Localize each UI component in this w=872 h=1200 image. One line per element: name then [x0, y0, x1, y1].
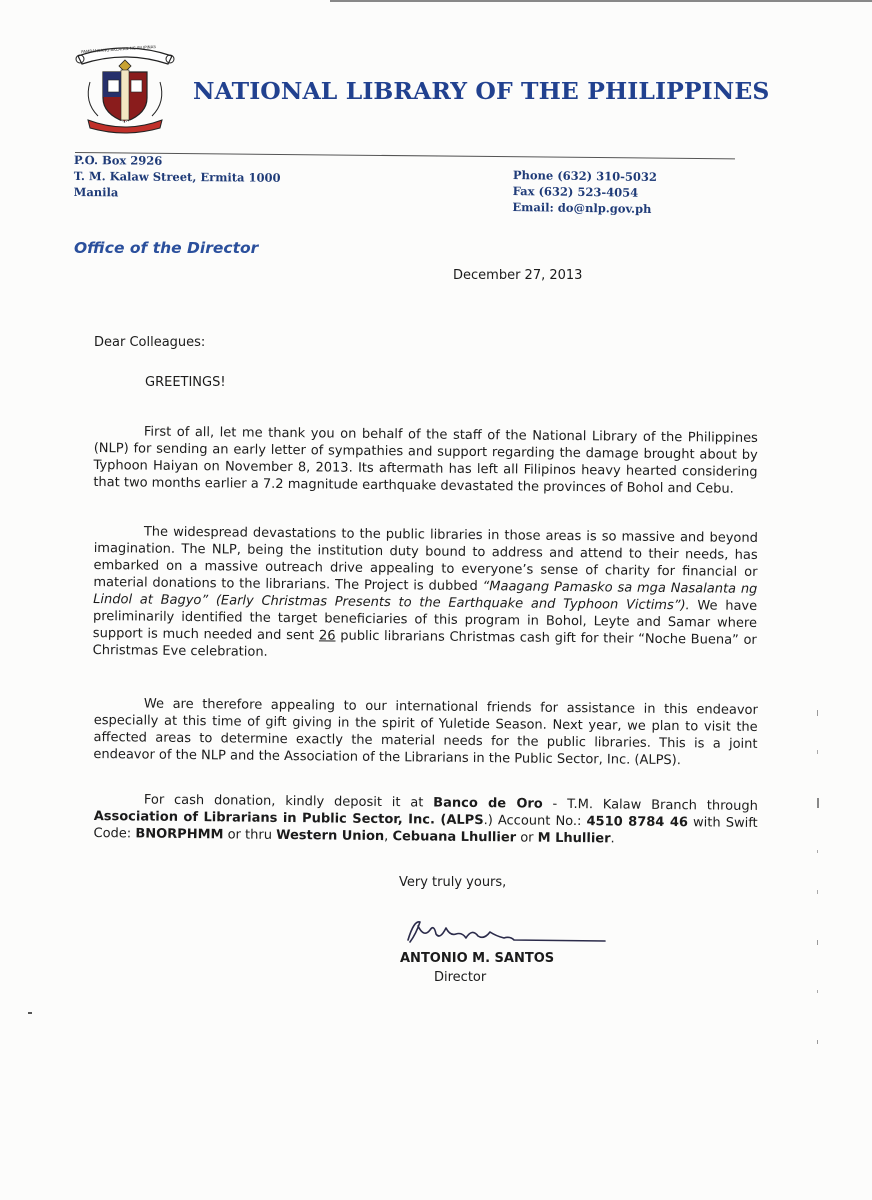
scan-top-edge	[330, 0, 872, 2]
project-name: “Maagang Pamasko sa mga Nasalanta ng Lindol at Bagyo” (Early Christmas Presents to the Earthquake and Typhoon Victims”).	[93, 579, 758, 614]
paragraph-appeal: We are therefore appealing to our international friends for assistance in this endeavor especially at this time of gift giving in the spirit of Yuletide Season. Next year, we plan to visit the affected areas to determine exactly the material needs for the public libraries. This is a joint endeavor of the NLP and the Association of the Librarians in the Public Sector, Inc. (ALPS).	[93, 696, 758, 769]
bank-name: Banco de Oro	[433, 795, 543, 812]
seal-text: PAMBANSANG AKLATAN NG PILIPINAS	[80, 43, 157, 55]
seal-banner: 1887	[116, 120, 133, 127]
paragraph-text: .) Account No.:	[483, 813, 587, 830]
paragraph-devastation	[93, 523, 758, 666]
paragraph-text: The widespread devastations to the public libraries in those areas is so massive and beyond imagination. The NLP, being the institution duty bound to address and attend to their needs, has embarked on a massive outreach drive appealing to everyone’s sense of charity for financial or material donations to the librarians. The Project is dubbed	[93, 524, 758, 595]
paragraph-text: or	[516, 830, 538, 846]
address-line: Manila	[73, 184, 119, 200]
signer-name: ANTONIO M. SANTOS	[400, 951, 555, 966]
paragraph-text: .	[610, 831, 615, 847]
office-title: Office of the Director	[74, 239, 259, 257]
paragraph-text: or thru	[223, 827, 277, 843]
library-name: NATIONAL LIBRARY OF THE PHILIPPINES	[193, 77, 770, 105]
scan-artifacts	[816, 690, 820, 1070]
contact-info	[512, 167, 657, 217]
account-name: Association of Librarians in Public Sector, Inc. (ALPS	[93, 808, 484, 829]
paragraph-text: We have preliminarily identified the target beneficiaries of this program in Bohol, Leyte and Samar where support is much needed and sent	[92, 598, 758, 644]
remittance-channel: Western Union	[276, 827, 385, 845]
complimentary-close: Very truly yours,	[399, 875, 507, 890]
swift-code: BNORPHMM	[135, 826, 224, 843]
paragraph-text: - T.M. Kalaw Branch through	[542, 796, 758, 814]
paragraph-donation	[93, 791, 757, 849]
fax-line: Fax (632) 523-4054	[512, 183, 639, 200]
remittance-channel: Cebuana Lhullier	[392, 829, 517, 846]
paragraph-text: For cash donation, kindly deposit it at	[143, 792, 434, 811]
mailing-address	[74, 152, 281, 202]
remittance-channel: M Lhullier	[537, 830, 611, 847]
paragraph-thanks: First of all, let me thank you on behalf of the staff of the National Library of the Philippines (NLP) for sending an early letter of sympathies and support regarding the damage brought about by Typhoon Haiyan on November 8, 2013. Its aftermath has left all Filipinos heavy hearted considering that two months earlier a 7.2 magnitude earthquake devastated the provinces of Bohol and Cebu.	[93, 424, 758, 497]
salutation: Dear Colleagues:	[94, 335, 206, 350]
paragraph-text: public librarians Christmas cash gift for their “Noche Buena” or Christmas Eve celebration.	[92, 628, 757, 660]
paragraph-text: ,	[384, 829, 393, 845]
handwritten-signature	[400, 910, 610, 950]
account-number: 4510 8784 46	[586, 814, 689, 831]
address-line: T. M. Kalaw Street, Ermita 1000	[73, 168, 281, 185]
phone-line: Phone (632) 310-5032	[512, 167, 658, 185]
signer-title: Director	[434, 970, 487, 985]
scan-speck	[28, 1012, 32, 1014]
paragraph-text: with Swift Code:	[93, 815, 758, 842]
greeting: GREETINGS!	[145, 375, 226, 390]
librarian-count: 26	[318, 628, 336, 644]
email-line: Email: do@nlp.gov.ph	[512, 199, 652, 216]
letter-date: December 27, 2013	[453, 268, 583, 283]
address-line: P.O. Box 2926	[73, 152, 163, 168]
